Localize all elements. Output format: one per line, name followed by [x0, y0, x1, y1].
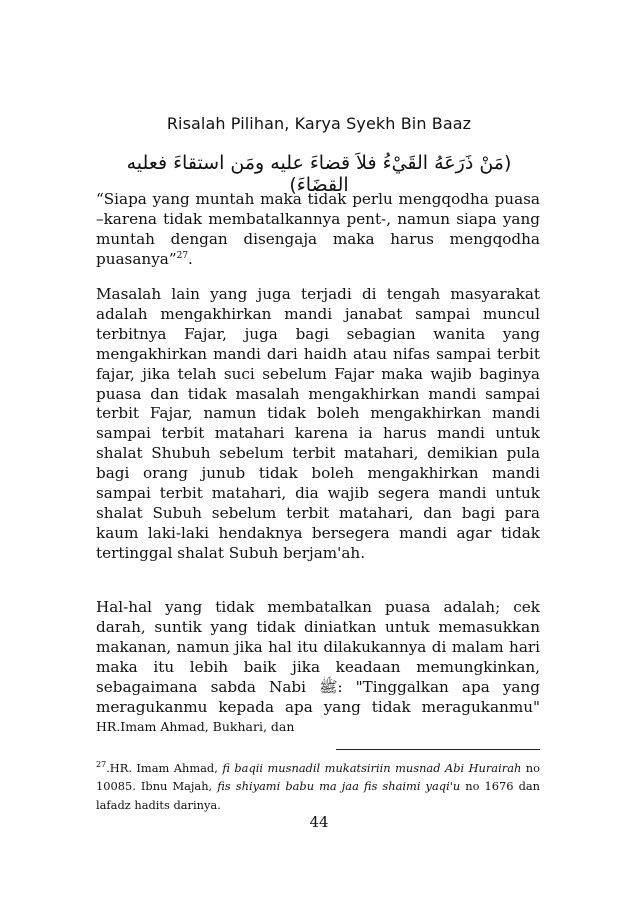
running-header: Risalah Pilihan, Karya Syekh Bin Baaz: [166, 114, 472, 133]
footnote-text-3: no 1676 dan lafadz hadits darinya.: [96, 779, 540, 812]
footnote-reference: 27: [176, 250, 189, 261]
paragraph-tail: .: [188, 249, 193, 268]
page-number: 44: [309, 813, 329, 831]
hadith-source: HR.Imam Ahmad, Bukhari, dan: [96, 719, 295, 735]
footnote-italic-2: fis shiyami babu ma jaa fis shaimi yaqi'u: [217, 779, 461, 794]
arabic-hadith-text: (مَنْ ذَرَعَهُ القَيْءُ فلاَ قضاءَ عليه ومَن استقاءَ فعليه القضَاءَ): [126, 152, 512, 196]
footnote-text-1: .HR. Imam Ahmad,: [106, 761, 223, 775]
footnote-text-2: no 10085. Ibnu Majah,: [96, 761, 540, 794]
footnote-number: 27: [96, 760, 107, 770]
paragraph-hadith-translation: [96, 190, 540, 270]
paragraph-mandi-janabat: Masalah lain yang juga terjadi di tengah masyarakat adalah mengakhirkan mandi janabat sampai muncul terbitnya Fajar, juga bagi sebagian wanita yang mengakhirkan mandi dari haidh atau nifas sampai terbit fajar, jika telah suci sebelum Fajar maka wajib baginya puasa dan tidak masalah mengakhirkan mandi sampai terbit Fajar, namun tidak boleh mengakhirkan mandi sampai terbit matahari karena ia harus mandi untuk shalat Shubuh sebelum terbit matahari, demikian pula bagi orang junub tidak boleh mengakhirkan mandi sampai terbit matahari, dia wajib segera mandi untuk shalat Subuh sebelum terbit matahari, dan bagi para kaum laki-laki hendaknya bersegera mandi agar tidak tertinggal shalat Subuh berjam'ah.: [96, 285, 540, 562]
paragraph-text: “Siapa yang muntah maka tidak perlu mengqodha puasa –karena tidak membatalkannya pent-, namun siapa yang muntah dengan disengaja maka harus mengqodha puasanya”: [96, 190, 540, 268]
paragraph-text: Hal-hal yang tidak membatalkan puasa adalah; cek darah, suntik yang tidak diniatkan untuk memasukkan makanan, namun jika hal itu dilakukannya di malam hari maka itu lebih baik jika keadaan memungkinkan, sebagaimana sabda Nabi ﷺ: "Tinggalkan apa yang meragukanmu kepada apa yang tidak meragukanmu": [96, 598, 540, 716]
paragraph-non-invalidators: [96, 598, 540, 737]
footnote: [96, 759, 540, 814]
footnote-divider: [336, 749, 540, 750]
footnote-italic-1: fi baqii musnadil mukatsiriin musnad Abi Hurairah: [222, 761, 522, 775]
